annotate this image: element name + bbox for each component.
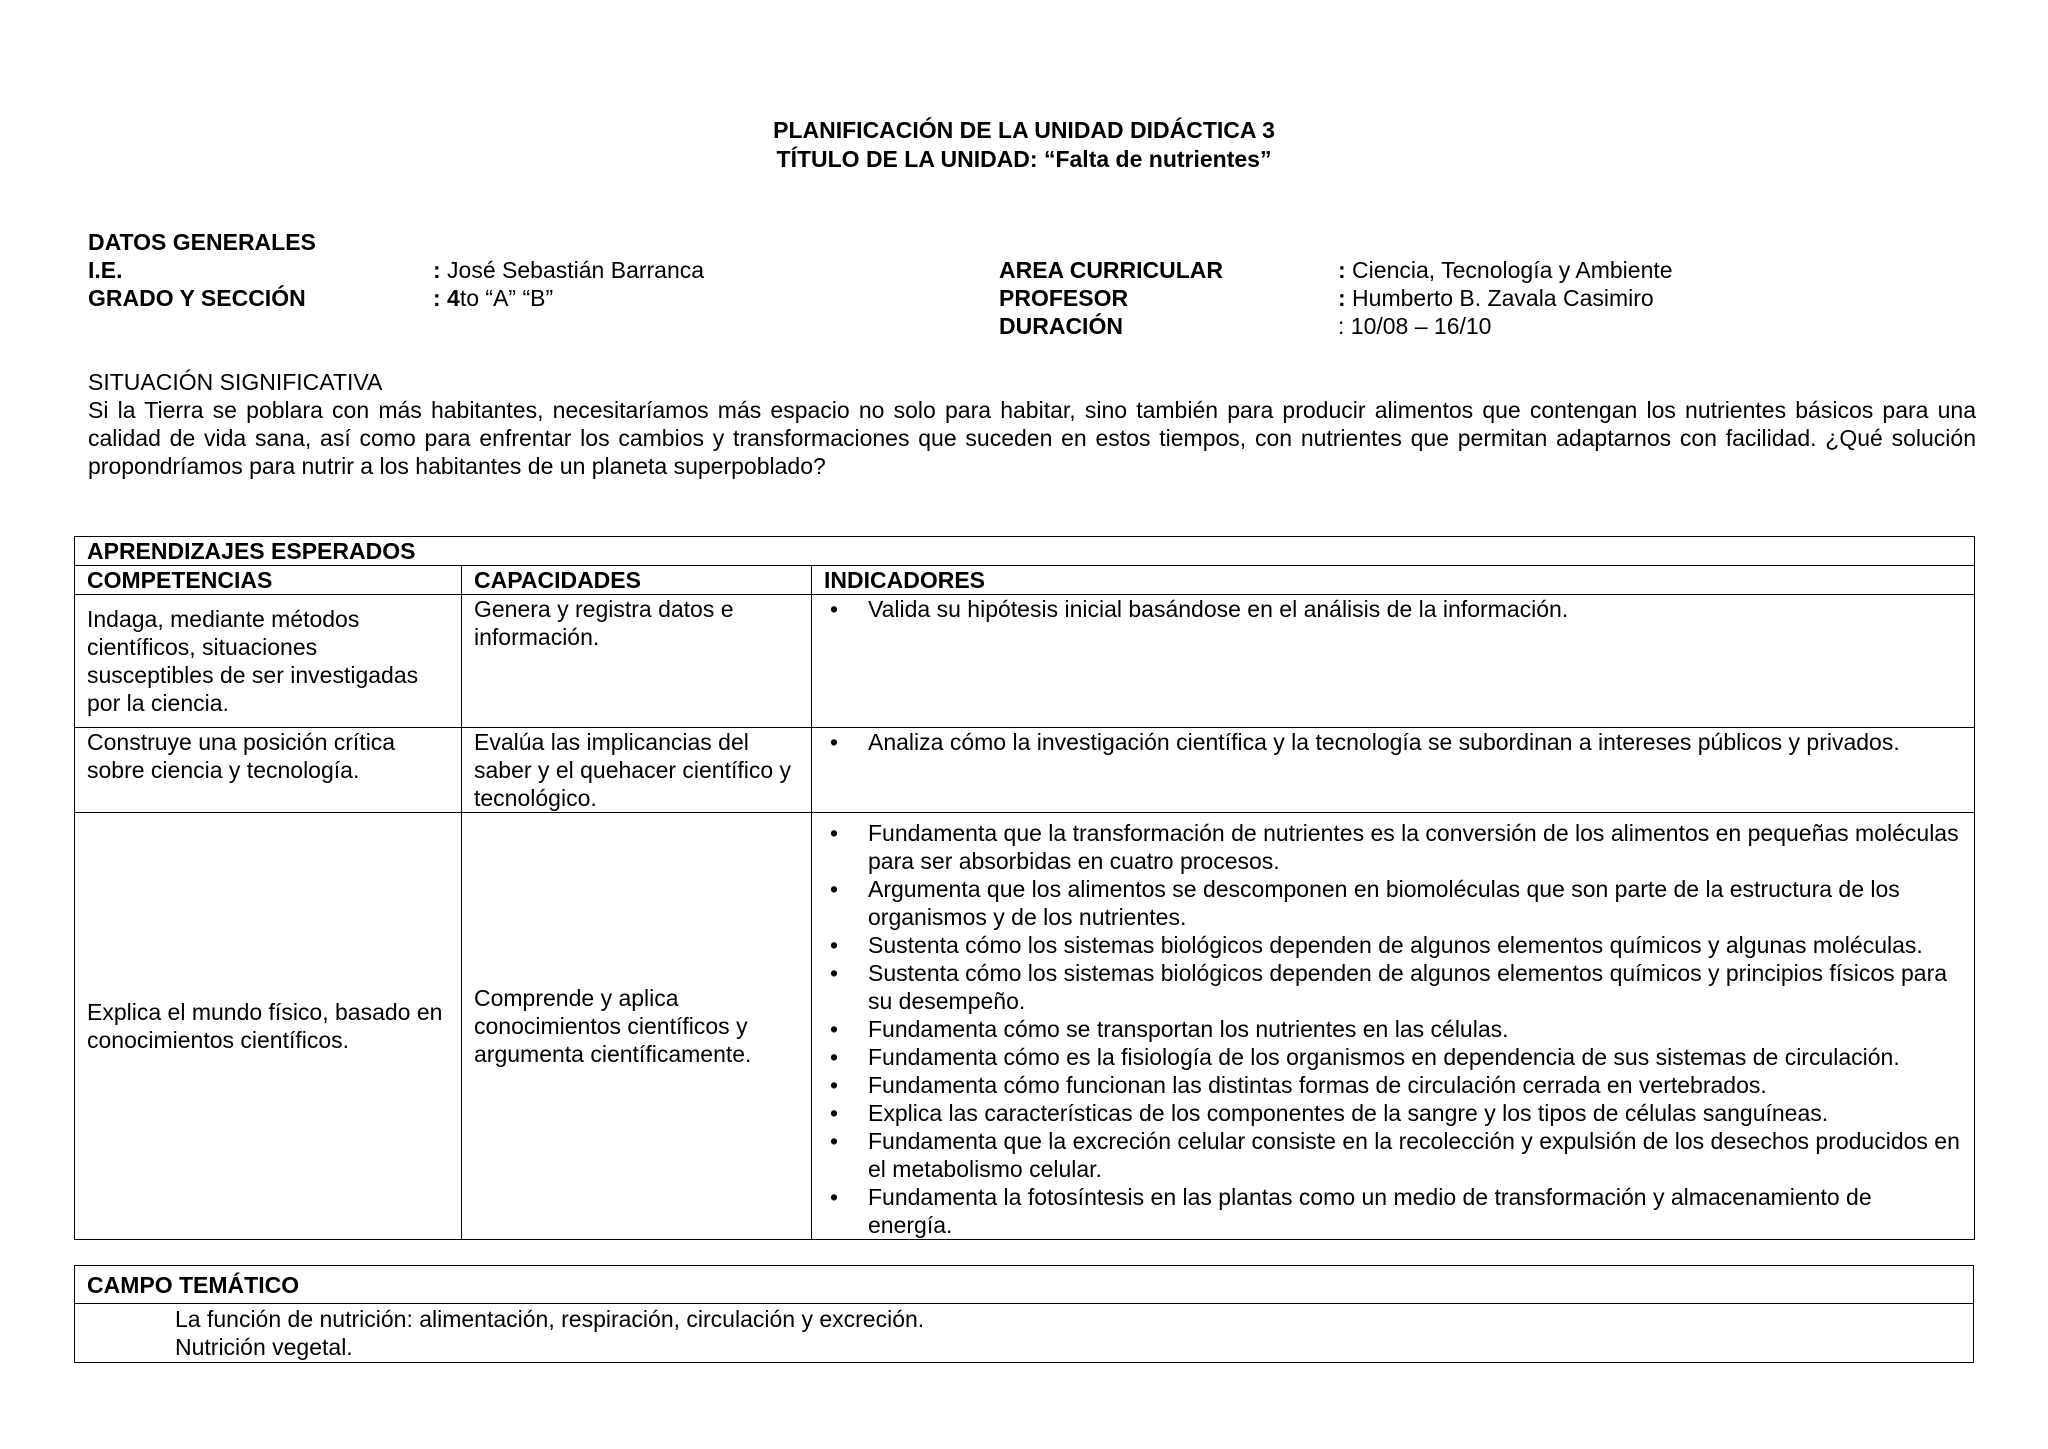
- unit-name-title: TÍTULO DE LA UNIDAD: “Falta de nutrientes”: [776, 146, 1272, 172]
- bullet-icon: •: [829, 960, 839, 986]
- unit-plan-title: PLANIFICACIÓN DE LA UNIDAD DIDÁCTICA 3: [773, 117, 1275, 143]
- situacion-text: Si la Tierra se poblara con más habitantes, necesitaríamos más espacio no solo para habitar, sino también para producir alimentos que contengan los nutrientes básicos para una calidad de vida sana, así como para enfrentar los cambios y transformaciones que suceden en estos tiempos, con nutrientes que permitan adaptarnos con facilidad. ¿Qué solución propondríamos para nutrir a los habitantes de un planeta superpoblado?: [88, 397, 1976, 479]
- indicador-text: Sustenta cómo los sistemas biológicos dependen de algunos elementos químicos y algunas moléculas.: [868, 932, 1923, 958]
- datos-row-2: [88, 284, 1988, 312]
- campo-tematico-title: CAMPO TEMÁTICO: [75, 1266, 1974, 1304]
- profesor-colon: :: [1338, 285, 1346, 311]
- document-title: [0, 116, 2048, 174]
- competencia-cell: Explica el mundo físico, basado en conocimientos científicos.: [75, 813, 462, 1240]
- list-item: [824, 1183, 1962, 1239]
- list-item: [824, 819, 1962, 875]
- indicador-text: Fundamenta cómo funcionan las distintas formas de circulación cerrada en vertebrados.: [868, 1072, 1767, 1098]
- indicador-text: Analiza cómo la investigación científica y la tecnología se subordinan a intereses públicos y privados.: [868, 729, 1900, 755]
- profesor-value-text: Humberto B. Zavala Casimiro: [1345, 285, 1654, 311]
- list-item: La función de nutrición: alimentación, respiración, circulación y excreción.: [175, 1306, 925, 1332]
- bullet-icon: •: [829, 596, 839, 622]
- capacidad-cell: Comprende y aplica conocimientos científicos y argumenta científicamente.: [462, 813, 812, 1240]
- bullet-icon: •: [829, 1044, 839, 1070]
- indicador-text: Fundamenta cómo es la fisiología de los organismos en dependencia de sus sistemas de circulación.: [868, 1044, 1900, 1070]
- list-item: [824, 875, 1962, 931]
- bullet-icon: •: [829, 1072, 839, 1098]
- campo-tematico-title-row: [75, 1266, 1974, 1304]
- aprendizajes-table: [74, 536, 1975, 1240]
- header-indicadores: INDICADORES: [812, 566, 1975, 595]
- datos-row-3: [88, 312, 1988, 340]
- grado-label: GRADO Y SECCIÓN: [88, 285, 306, 311]
- indicador-text: Valida su hipótesis inicial basándose en el análisis de la información.: [868, 596, 1569, 622]
- aprendizajes-title-row: [75, 537, 1975, 566]
- bullet-icon: •: [829, 1184, 839, 1210]
- situacion-significativa: [88, 368, 1976, 480]
- area-value: [1338, 256, 1673, 284]
- list-item: [824, 1099, 1962, 1127]
- capacidad-cell: Evalúa las implicancias del saber y el quehacer científico y tecnológico.: [462, 728, 812, 813]
- grado-value-text: to “A” “B”: [459, 285, 554, 311]
- table-row: [75, 595, 1975, 728]
- situacion-heading: SITUACIÓN SIGNIFICATIVA: [88, 369, 383, 395]
- campo-tematico-body-row: [75, 1304, 1974, 1363]
- area-value-text: Ciencia, Tecnología y Ambiente: [1345, 257, 1673, 283]
- list-item: [824, 728, 1962, 756]
- indicador-text: Fundamenta cómo se transportan los nutrientes en las células.: [868, 1016, 1509, 1042]
- bullet-icon: •: [829, 729, 839, 755]
- area-colon: :: [1338, 257, 1346, 283]
- indicador-text: Sustenta cómo los sistemas biológicos dependen de algunos elementos químicos y principios físicos para su desempeño.: [868, 960, 1948, 1014]
- indicador-text: Fundamenta que la transformación de nutrientes es la conversión de los alimentos en pequeñas moléculas para ser absorbidas en cuatro procesos.: [868, 820, 1959, 874]
- bullet-icon: •: [829, 820, 839, 846]
- indicadores-list: [824, 728, 1962, 756]
- bullet-icon: •: [829, 932, 839, 958]
- indicador-text: Argumenta que los alimentos se descomponen en biomoléculas que son parte de la estructura de los organismos y de los nutrientes.: [868, 876, 1900, 930]
- list-item: [824, 595, 1962, 623]
- list-item: Nutrición vegetal.: [175, 1334, 353, 1360]
- indicadores-cell: [812, 728, 1975, 813]
- bullet-icon: •: [829, 1100, 839, 1126]
- header-competencias: COMPETENCIAS: [75, 566, 462, 595]
- aprendizajes-header-row: [75, 566, 1975, 595]
- campo-tematico-body: [75, 1304, 1974, 1363]
- datos-generales-heading: DATOS GENERALES: [88, 229, 316, 255]
- grado-value: [433, 284, 553, 312]
- indicador-text: Fundamenta que la excreción celular consiste en la recolección y expulsión de los desechos producidos en el metabolismo celular.: [868, 1128, 1960, 1182]
- competencia-cell: Construye una posición crítica sobre ciencia y tecnología.: [75, 728, 462, 813]
- profesor-label: PROFESOR: [999, 285, 1129, 311]
- campo-tematico-table: [74, 1265, 1974, 1363]
- list-item: [824, 1127, 1962, 1183]
- bullet-icon: •: [829, 1128, 839, 1154]
- grado-colon: : 4: [433, 285, 460, 311]
- capacidad-cell: Genera y registra datos e información.: [462, 595, 812, 728]
- indicadores-cell: [812, 813, 1975, 1240]
- indicadores-cell: [812, 595, 1975, 728]
- indicador-text: Fundamenta la fotosíntesis en las plantas como un medio de transformación y almacenamiento de energía.: [868, 1184, 1872, 1238]
- datos-generales: [88, 228, 1988, 340]
- table-row: [75, 813, 1975, 1240]
- list-item: [824, 1071, 1962, 1099]
- duracion-value: : 10/08 – 16/10: [1338, 313, 1492, 339]
- duracion-label: DURACIÓN: [999, 313, 1123, 339]
- ie-label: I.E.: [88, 257, 123, 283]
- ie-colon: :: [433, 257, 441, 283]
- list-item: [824, 1043, 1962, 1071]
- ie-value-text: José Sebastián Barranca: [440, 257, 705, 283]
- indicadores-list: [824, 595, 1962, 623]
- list-item: [824, 1015, 1962, 1043]
- profesor-value: [1338, 284, 1654, 312]
- header-capacidades: CAPACIDADES: [462, 566, 812, 595]
- area-label: AREA CURRICULAR: [999, 257, 1224, 283]
- list-item: [824, 931, 1962, 959]
- indicador-text: Explica las características de los componentes de la sangre y los tipos de células sanguíneas.: [868, 1100, 1829, 1126]
- datos-row-1: [88, 256, 1988, 284]
- aprendizajes-title: APRENDIZAJES ESPERADOS: [75, 537, 1975, 566]
- indicadores-list: [824, 819, 1962, 1239]
- competencia-cell: Indaga, mediante métodos científicos, situaciones susceptibles de ser investigadas por la ciencia.: [75, 595, 462, 728]
- bullet-icon: •: [829, 876, 839, 902]
- table-row: [75, 728, 1975, 813]
- ie-value: [433, 256, 704, 284]
- list-item: [824, 959, 1962, 1015]
- bullet-icon: •: [829, 1016, 839, 1042]
